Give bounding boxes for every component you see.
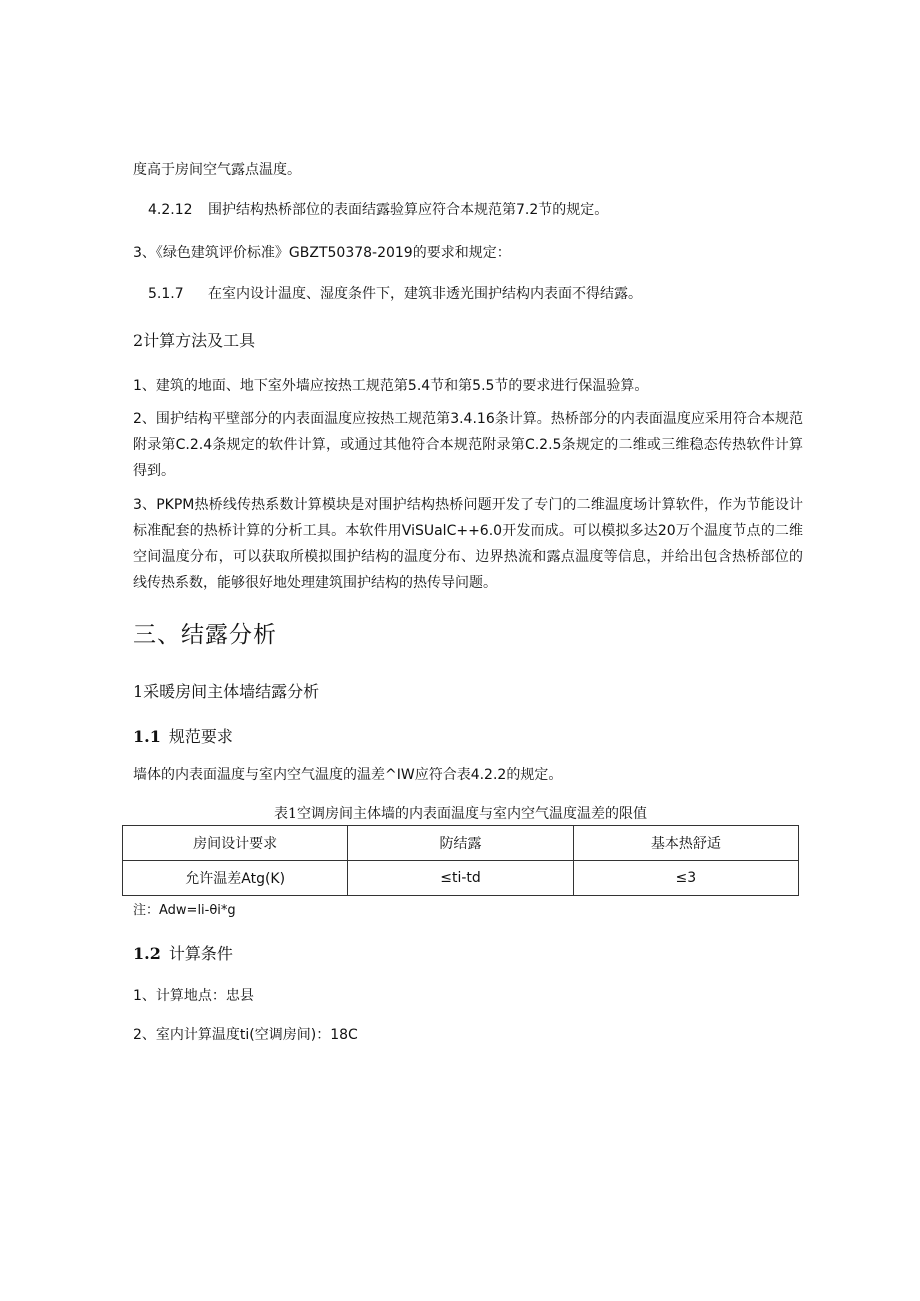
subsection-title: 规范要求 — [168, 727, 233, 746]
method-paragraph-1: 1、建筑的地面、地下室外墙应按热工规范第5.4节和第5.5节的要求进行保温验算。 — [133, 378, 649, 394]
chapter-heading-condensation: 三、结露分析 — [133, 622, 277, 648]
method-paragraph-3: 3、PKPM热桥线传热系数计算模块是对围护结构热桥问题开发了专门的二维温度场计算软件，作为节能设计标准配套的热桥计算的分析工具。本软件用ViSUalC++6.0开发而成。可以模拟多达20万个温度节点的二维空间温度分布，可以获取所模拟围护结构的温度分布、边界热流和露点温度等信息，并给出包含热桥部位的线传热系数，能够很好地处理建筑围护结构的热传导问题。 — [133, 497, 803, 591]
clause-number: 4.2.12 — [148, 202, 193, 218]
table-header-cell: 房间设计要求 — [123, 826, 348, 861]
requirement-text: 墙体的内表面温度与室内空气温度的温差^IW应符合表4.2.2的规定。 — [133, 767, 563, 783]
section-heading-methods: 2计算方法及工具 — [133, 331, 256, 350]
table-row — [123, 861, 799, 896]
table-header-cell: 防结露 — [348, 826, 573, 861]
clause-text: 围护结构热桥部位的表面结露验算应符合本规范第7.2节的规定。 — [208, 202, 609, 218]
clause-number: 5.1.7 — [148, 286, 184, 302]
table-note: 注：Adw=li-θi*g — [133, 903, 236, 918]
subsection-heading-1: 1采暖房间主体墙结露分析 — [133, 682, 320, 701]
condition-location: 1、计算地点：忠县 — [133, 988, 254, 1004]
clause-4-2-12 — [148, 200, 608, 220]
table-header-row — [123, 826, 799, 861]
subsection-title: 计算条件 — [168, 944, 233, 963]
clause-text: 在室内设计温度、湿度条件下，建筑非透光围护结构内表面不得结露。 — [208, 286, 642, 302]
subsection-number: 1.1 — [133, 727, 161, 746]
subsection-heading-1-1 — [133, 726, 233, 748]
temperature-limit-table — [122, 825, 799, 896]
condition-indoor-temperature: 2、室内计算温度ti(空调房间)：18C — [133, 1027, 358, 1043]
table-cell: ≤ti-td — [348, 861, 573, 896]
subsection-number: 1.2 — [133, 944, 161, 963]
method-paragraph-2: 2、围护结构平壁部分的内表面温度应按热工规范第3.4.16条计算。热桥部分的内表面温度应采用符合本规范附录第C.2.4条规定的软件计算，或通过其他符合本规范附录第C.2.5条规定的二维或三维稳态传热软件计算得到。 — [133, 411, 803, 479]
clause-5-1-7 — [148, 284, 642, 304]
table-cell: 允许温差Atg(K) — [123, 861, 348, 896]
continuation-line: 度高于房间空气露点温度。 — [133, 162, 301, 178]
table-header-cell: 基本热舒适 — [573, 826, 798, 861]
table-cell: ≤3 — [573, 861, 798, 896]
standard-item-3: 3、《绿色建筑评价标准》GBZT50378-2019的要求和规定： — [133, 245, 511, 261]
subsection-heading-1-2 — [133, 943, 233, 965]
table-caption: 表1空调房间主体墙的内表面温度与室内空气温度温差的限值 — [274, 806, 647, 822]
